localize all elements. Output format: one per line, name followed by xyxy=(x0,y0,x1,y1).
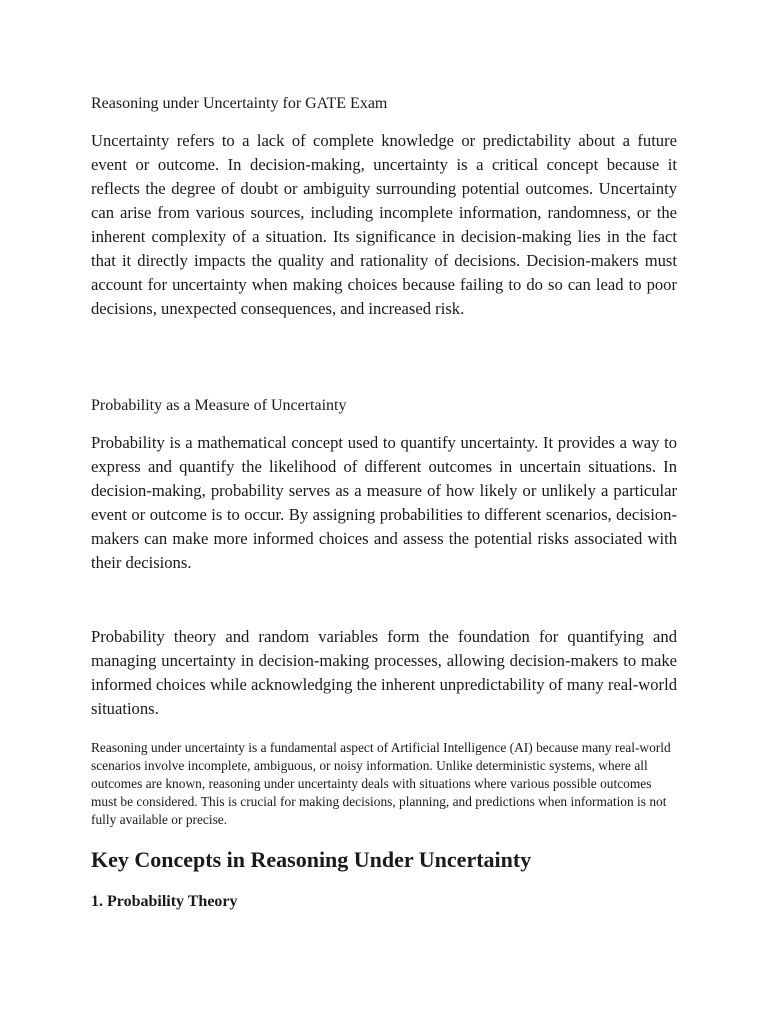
paragraph-reasoning-ai: Reasoning under uncertainty is a fundamental aspect of Artificial Intelligence (AI) because many real-world scenarios involve incomplete, ambiguous, or noisy information. Unlike deterministic systems, where all outcomes are known, reasoning under uncertainty deals with situations where various possible outcomes must be considered. This is crucial for making decisions, planning, and predictions when information is not fully available or precise. xyxy=(91,740,671,827)
subheading-probability-theory: 1. Probability Theory xyxy=(91,893,238,910)
paragraph-probability: Probability is a mathematical concept used to quantify uncertainty. It provides a way to express and quantify the likelihood of different outcomes in uncertain situations. In decision-making, probability serves as a measure of how likely or unlikely a particular event or outcome is to occur. By assigning probabilities to different scenarios, decision-makers can make more informed choices and assess the potential risks associated with their decisions. xyxy=(91,433,677,572)
section-title-probability: Probability as a Measure of Uncertainty xyxy=(91,397,347,414)
section-title-reasoning: Reasoning under Uncertainty for GATE Exam xyxy=(91,95,388,112)
paragraph-uncertainty: Uncertainty refers to a lack of complete knowledge or predictability about a future event or outcome. In decision-making, uncertainty is a critical concept because it reflects the degree of doubt or ambiguity surrounding potential outcomes. Uncertainty can arise from various sources, including incomplete information, randomness, or the inherent complexity of a situation. Its significance in decision-making lies in the fact that it directly impacts the quality and rationality of decisions. Decision-makers must account for uncertainty when making choices because failing to do so can lead to poor decisions, unexpected consequences, and increased risk. xyxy=(91,131,677,318)
paragraph-probability-theory: Probability theory and random variables form the foundation for quantifying and managing uncertainty in decision-making processes, allowing decision-makers to make informed choices while acknowledging the inherent unpredictability of many real-world situations. xyxy=(91,627,677,718)
heading-key-concepts: Key Concepts in Reasoning Under Uncertainty xyxy=(91,847,532,872)
